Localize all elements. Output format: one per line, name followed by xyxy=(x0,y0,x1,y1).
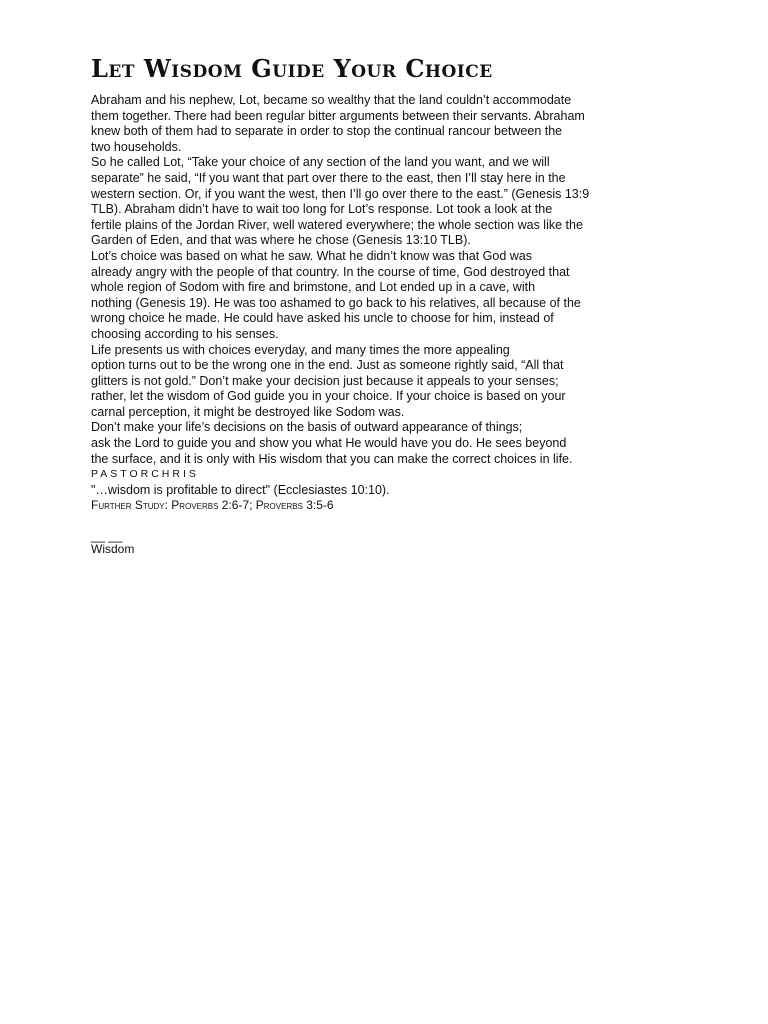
body-line: wrong choice he made. He could have asked his uncle to choose for him, instead of xyxy=(91,311,554,326)
body-line: two households. xyxy=(91,139,182,154)
body-line: glitters is not gold.” Don’t make your decision just because it appeals to your senses; xyxy=(91,373,559,388)
further-study: Further Study: Proverbs 2:6-7; Proverbs 3:5-6 xyxy=(91,498,334,513)
body-line: Abraham and his nephew, Lot, became so wealthy that the land couldn’t accommodate xyxy=(91,93,572,107)
body-line: already angry with the people of that country. In the course of time, God destroyed that xyxy=(91,264,570,279)
body-line: Don’t make your life’s decisions on the basis of outward appearance of things; xyxy=(91,420,523,435)
body-line: knew both of them had to separate in order to stop the continual rancour between the xyxy=(91,124,563,139)
topic-tag: Wisdom xyxy=(91,542,135,557)
body-line: Lot’s choice was based on what he saw. What he didn’t know was that God was xyxy=(91,248,532,263)
body-line: choosing according to his senses. xyxy=(91,326,279,341)
body-line: TLB). Abraham didn’t have to wait too long for Lot’s response. Lot took a look at the xyxy=(91,202,553,217)
body-line: whole region of Sodom with fire and brimstone, and Lot ended up in a cave, with xyxy=(91,280,536,295)
scripture-quote: "…wisdom is profitable to direct" (Ecclesiastes 10:10). xyxy=(91,482,390,497)
body-line: western section. Or, if you want the west, then I’ll go over there to the east.” (Genesis 13:9 xyxy=(91,186,590,201)
body-line: Garden of Eden, and that was where he chose (Genesis 13:10 TLB). xyxy=(91,233,471,248)
body-line: separate” he said, “If you want that part over there to the east, then I’ll stay here in the xyxy=(91,170,566,185)
body-line: option turns out to be the wrong one in the end. Just as someone rightly said, “All that xyxy=(91,358,564,373)
body-line: rather, let the wisdom of God guide you in your choice. If your choice is based on your xyxy=(91,389,566,404)
body-line: Life presents us with choices everyday, and many times the more appealing xyxy=(91,342,510,357)
body-line: So he called Lot, “Take your choice of any section of the land you want, and we will xyxy=(91,155,550,170)
body-line: nothing (Genesis 19). He was too ashamed to go back to his relatives, all because of the xyxy=(91,295,581,310)
document-title: Let Wisdom Guide Your Choice xyxy=(91,54,493,83)
body-line: ask the Lord to guide you and show you what He would have you do. He sees beyond xyxy=(91,436,567,451)
separator-dashes: __ __ xyxy=(91,529,123,544)
author-signature: PASTORCHRIS xyxy=(91,468,199,481)
body-line: carnal perception, it might be destroyed like Sodom was. xyxy=(91,404,405,419)
body-line: fertile plains of the Jordan River, well watered everywhere; the whole section was like the xyxy=(91,217,583,232)
document-page xyxy=(91,55,631,558)
body-line: them together. There had been regular bitter arguments between their servants. Abraham xyxy=(91,108,585,123)
body-text xyxy=(91,93,631,467)
body-line: the surface, and it is only with His wisdom that you can make the correct choices in life. xyxy=(91,451,573,466)
